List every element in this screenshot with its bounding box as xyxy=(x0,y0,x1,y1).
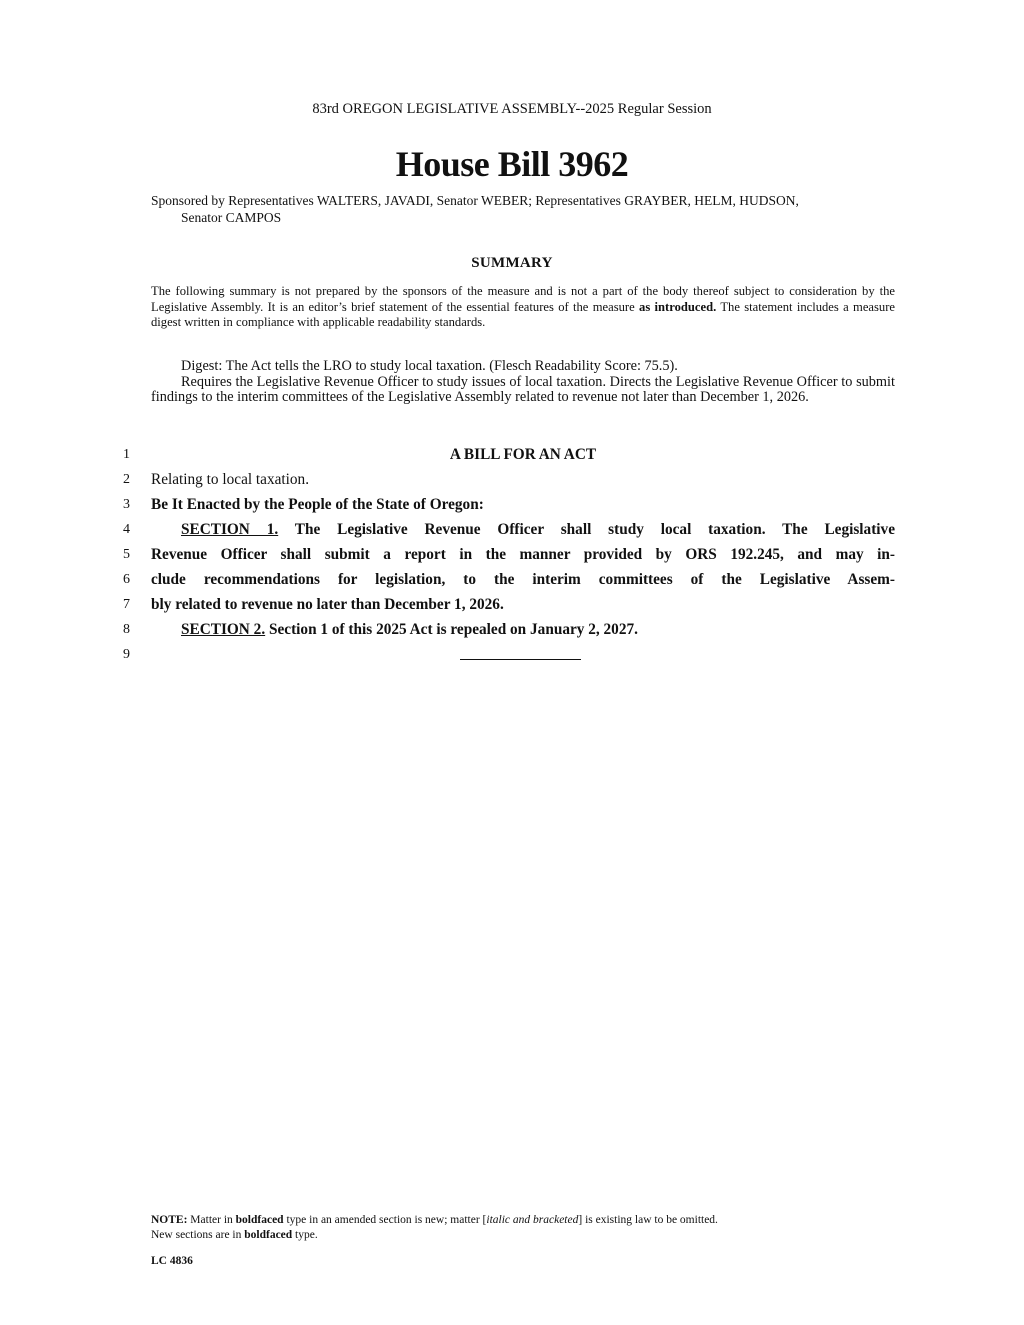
section-2 xyxy=(151,621,895,639)
note-text: type in an amended section is new; matter [ xyxy=(286,1214,487,1226)
section-1-line-3: clude recommendations for legislation, to the interim committees of the Legislative Assem- xyxy=(151,571,895,588)
bill-heading: A BILL FOR AN ACT xyxy=(449,446,597,463)
line-number: 8 xyxy=(123,622,130,637)
summary-part-2: The statement includes a measure digest written in compliance with applicable readability standards. xyxy=(151,299,895,329)
section-2-label: SECTION 2. xyxy=(181,621,266,638)
line-number: 5 xyxy=(123,547,130,562)
line-number: 1 xyxy=(123,447,130,462)
sponsors xyxy=(151,192,896,226)
sponsors-line-1: Sponsored by Representatives WALTERS, JAVADI, Senator WEBER; Representatives GRAYBER, HELM, HUDSON, xyxy=(151,193,799,208)
digest-line: Digest: The Act tells the LRO to study local taxation. (Flesch Readability Score: 75.5). xyxy=(181,358,678,374)
digest xyxy=(151,359,895,406)
line-number: 4 xyxy=(123,522,130,537)
section-1-line-1 xyxy=(151,521,895,539)
note-text: ] is existing law to be omitted. xyxy=(578,1214,718,1226)
line-number: 9 xyxy=(123,647,130,662)
summary-heading: SUMMARY xyxy=(471,255,553,271)
summary-part-1: The following summary is not prepared by the sponsors of the measure and is not a part of the body thereof subject to consideration by the Legislative Assembly. It is an editor’s brief statement of the essential features of the measure xyxy=(151,284,895,314)
note-italic: italic and bracketed xyxy=(486,1214,579,1226)
note-text: Matter in xyxy=(190,1214,233,1226)
sponsors-line-2: Senator CAMPOS xyxy=(181,210,282,225)
summary-text xyxy=(151,284,895,331)
line-number: 3 xyxy=(123,497,130,512)
enacting-clause: Be It Enacted by the People of the State of Oregon: xyxy=(151,496,484,513)
line-number: 2 xyxy=(123,472,130,487)
section-1-line-4: bly related to revenue no later than December 1, 2026. xyxy=(151,596,504,613)
line-number: 6 xyxy=(123,572,130,587)
note-bold: boldfaced xyxy=(235,1214,284,1226)
digest-body: Requires the Legislative Revenue Officer to study issues of local taxation. Directs the Legislative Revenue Officer to submit findings to the interim committees of the Legislative Assembly related to revenue not later than December 1, 2026. xyxy=(151,373,895,405)
footer-note xyxy=(151,1213,911,1243)
note-text: New sections are in xyxy=(151,1229,242,1241)
lc-number: LC 4836 xyxy=(151,1255,193,1267)
section-1-label: SECTION 1. xyxy=(181,521,279,538)
note-label: NOTE: xyxy=(151,1214,188,1226)
section-1-line-2: Revenue Officer shall submit a report in the manner provided by ORS 192.245, and may in- xyxy=(151,546,895,563)
note-text: type. xyxy=(295,1229,318,1241)
relating-clause: Relating to local taxation. xyxy=(151,471,310,488)
note-bold: boldfaced xyxy=(244,1229,293,1241)
summary-bold: as introduced. xyxy=(639,299,717,314)
line-number: 7 xyxy=(123,597,130,612)
section-1-text: The Legislative Revenue Officer shall study local taxation. The Legislative xyxy=(294,521,895,538)
bill-title: House Bill 3962 xyxy=(395,144,629,184)
end-rule xyxy=(460,659,581,660)
session-header: 83rd OREGON LEGISLATIVE ASSEMBLY--2025 Regular Session xyxy=(312,101,712,117)
section-2-text: Section 1 of this 2025 Act is repealed on January 2, 2027. xyxy=(268,621,638,638)
